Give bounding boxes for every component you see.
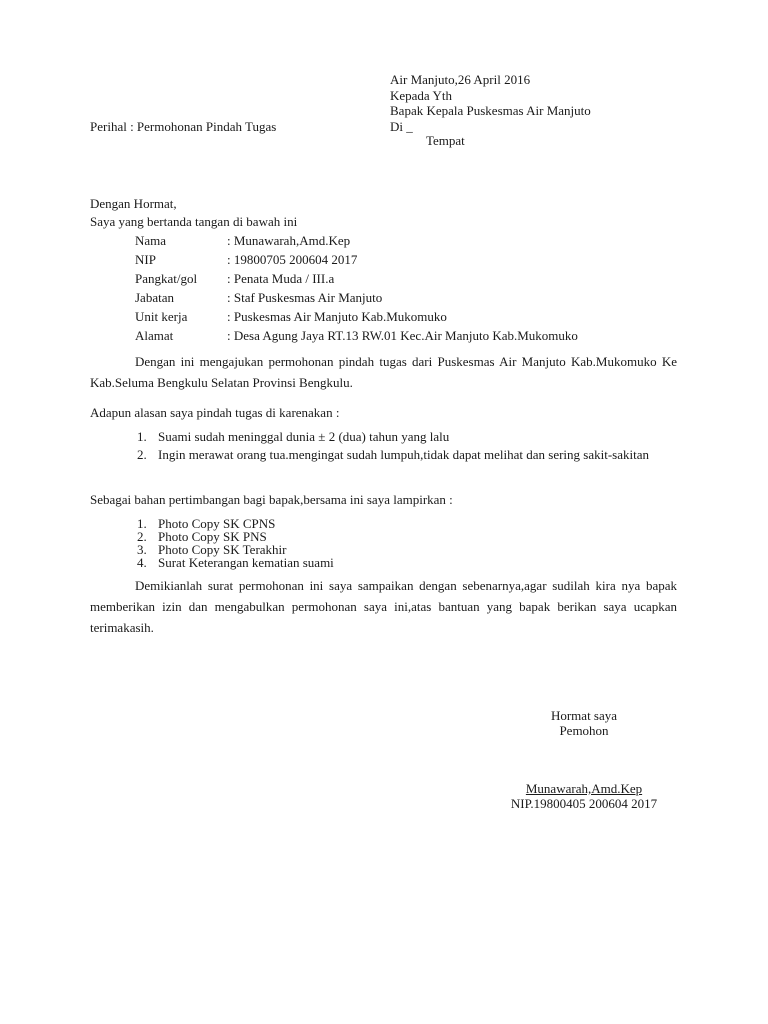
identity-label: NIP [135,252,156,267]
greeting: Dengan Hormat, [90,196,177,211]
list-text: Suami sudah meninggal dunia ± 2 (dua) tahun yang lalu [158,429,450,444]
list-number: 2. [137,529,147,544]
list-number: 2. [137,447,147,462]
identity-label: Unit kerja [135,309,188,324]
identity-row [135,233,350,249]
list-text: Ingin merawat orang tua.mengingat sudah lumpuh,tidak dapat melihat dan sering sakit-sakitan [158,447,649,462]
identity-label: Jabatan [135,290,174,305]
request-text: Dengan ini mengajukan permohonan pindah tugas dari Puskesmas Air Manjuto Kab.Mukomuko Ke Kab.Seluma Bengkulu Selatan Provinsi Bengkulu. [90,354,677,390]
closing-text: Demikianlah surat permohonan ini saya sampaikan dengan sebenarnya,agar sudilah kira nya bapak memberikan izin dan mengabulkan permohonan saya ini,atas bantuan yang bapak berikan saya ucapkan terimakasih. [90,578,677,635]
recipient-line-3: Di _ [390,119,413,134]
list-number: 1. [137,516,147,531]
list-text: Photo Copy SK CPNS [158,516,276,531]
list-text: Photo Copy SK Terakhir [158,542,287,557]
signature-role: Pemohon [559,723,609,738]
list-item [137,556,334,570]
identity-row [135,252,357,268]
list-number: 1. [137,429,147,444]
identity-value: : 19800705 200604 2017 [227,252,358,267]
list-item [137,430,449,444]
recipient-line-2: Bapak Kepala Puskesmas Air Manjuto [390,103,591,118]
signature-nip: NIP.19800405 200604 2017 [510,796,658,811]
signature-closing: Hormat saya [550,708,618,723]
recipient-line-4: Tempat [426,133,465,148]
identity-label: Alamat [135,328,174,343]
intro-line: Saya yang bertanda tangan di bawah ini [90,214,298,229]
list-text: Photo Copy SK PNS [158,529,267,544]
identity-value: : Puskesmas Air Manjuto Kab.Mukomuko [227,309,447,324]
identity-value: : Staf Puskesmas Air Manjuto [227,290,383,305]
identity-label: Pangkat/gol [135,271,198,286]
closing-paragraph [90,575,677,638]
list-number: 3. [137,542,147,557]
identity-value: : Munawarah,Amd.Kep [227,233,351,248]
identity-value: : Penata Muda / III.a [227,271,335,286]
list-number: 4. [137,555,147,570]
attachments-intro: Sebagai bahan pertimbangan bagi bapak,bersama ini saya lampirkan : [90,492,453,507]
place-date: Air Manjuto,26 April 2016 [390,72,531,87]
subject-line: Perihal : Permohonan Pindah Tugas [90,119,277,134]
identity-value: : Desa Agung Jaya RT.13 RW.01 Kec.Air Manjuto Kab.Mukomuko [227,328,578,343]
identity-row [135,309,447,325]
identity-row [135,328,578,344]
identity-row [135,290,382,306]
reasons-intro: Adapun alasan saya pindah tugas di karenakan : [90,405,340,420]
identity-label: Nama [135,233,167,248]
request-paragraph [90,351,677,393]
identity-row [135,271,334,287]
recipient-line-1: Kepada Yth [390,88,452,103]
list-text: Surat Keterangan kematian suami [158,555,334,570]
signature-name: Munawarah,Amd.Kep [525,781,643,796]
